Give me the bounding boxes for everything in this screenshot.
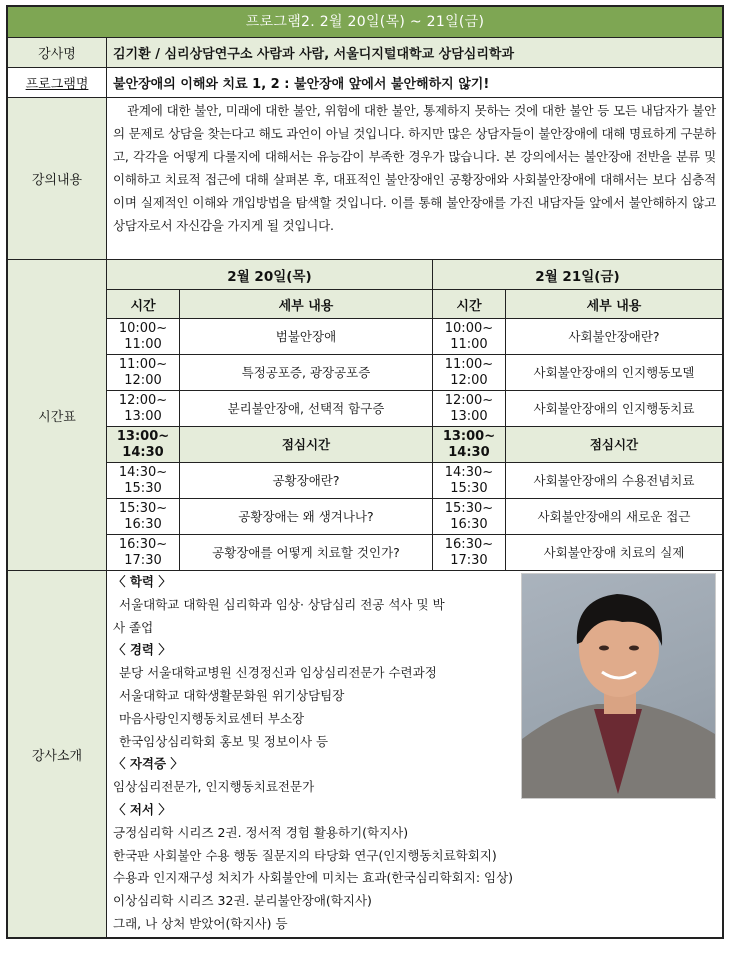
education-heading: 〈 학력 〉 <box>113 574 171 589</box>
book-item: 수용과 인지재구성 처치가 사회불안에 미치는 효과(한국심리학회지: 임상) <box>113 870 514 886</box>
time-cell: 14:30~ 15:30 <box>432 463 505 499</box>
portrait-image-icon <box>522 574 715 798</box>
program-label: 프로그램명 <box>8 68 107 97</box>
detail-cell: 사회불안장애의 수용전념치료 <box>505 463 722 499</box>
program-sheet <box>6 5 724 939</box>
detail-cell: 사회불안장애의 인지행동치료 <box>505 391 722 427</box>
time-cell: 10:00~ 11:00 <box>107 319 180 355</box>
book-item: 한국판 사회불안 수용 행동 질문지의 타당화 연구(인지행동치료학회지) <box>113 847 497 863</box>
education-item: 서울대학교 대학원 심리학과 임상· 상담심리 전공 석사 및 박 <box>119 596 445 612</box>
book-item: 긍정심리학 시리즈 2권. 정서적 경험 활용하기(학지사) <box>113 824 409 840</box>
schedule-table <box>107 260 722 570</box>
schedule-slot <box>107 499 722 535</box>
day1-header: 2월 20일(목) <box>107 260 432 290</box>
program-row <box>8 68 722 98</box>
content-row <box>8 98 722 260</box>
time-cell: 11:00~ 12:00 <box>432 355 505 391</box>
time-cell: 14:30~ 15:30 <box>107 463 180 499</box>
program-title: 프로그램2. 2월 20일(목) ~ 21일(금) <box>8 7 722 38</box>
detail-col-header: 세부 내용 <box>180 290 433 319</box>
time-cell: 13:00~ 14:30 <box>432 427 505 463</box>
book-item: 이상심리학 시리즈 32권. 분리불안장애(학지사) <box>113 893 372 909</box>
bio-row <box>8 571 722 937</box>
detail-cell: 점심시간 <box>180 427 433 463</box>
time-cell: 15:30~ 16:30 <box>107 499 180 535</box>
time-col-header: 시간 <box>107 290 180 319</box>
time-cell: 12:00~ 13:00 <box>107 391 180 427</box>
program-value: 불안장애의 이해와 치료 1, 2 : 불안장애 앞에서 불안해하지 않기! <box>113 77 490 92</box>
cert-heading: 〈 자격증 〉 <box>113 756 183 772</box>
instructor-row <box>8 38 722 68</box>
schedule-row <box>8 260 722 571</box>
detail-cell: 사회불안장애란? <box>505 319 722 355</box>
book-item: 그래, 나 상처 받았어(학지사) 등 <box>113 915 288 931</box>
instructor-photo <box>521 573 716 799</box>
schedule-slot <box>107 391 722 427</box>
content-label: 강의내용 <box>8 98 107 259</box>
bio-label: 강사소개 <box>8 571 107 937</box>
time-col-header: 시간 <box>432 290 505 319</box>
career-heading: 〈 경력 〉 <box>113 642 171 658</box>
bio-content <box>107 571 722 937</box>
schedule-slot <box>107 463 722 499</box>
career-item: 마음사랑인지행동치료센터 부소장 <box>119 710 305 726</box>
detail-col-header: 세부 내용 <box>505 290 722 319</box>
time-cell: 16:30~ 17:30 <box>432 535 505 571</box>
time-cell: 16:30~ 17:30 <box>107 535 180 571</box>
detail-cell: 특정공포증, 광장공포증 <box>180 355 433 391</box>
detail-cell: 공황장애란? <box>180 463 433 499</box>
content-paragraph: 관계에 대한 불안, 미래에 대한 불안, 위험에 대한 불안, 통제하지 못하는 것에 대한 불안 등 모든 내담자가 불안의 문제로 상담을 찾는다고 해도 과언이 아닐 것입니다. 하지만 많은 상담자들이 불안장애에 대해 명료하게 구분하고, 각각을 어떻게 다룰지에 대해서는 유능감이 부족한 경우가 많습니다. 본 강의에서는 불안장애 전반을 분류 및 이해하고 치료적 접근에 대해 살펴본 후, 대표적인 불안장애인 공황장애와 사회불안장애에 대해서는 보다 심층적이며 실제적인 이해와 개입방법을 탐색할 것입니다. 이를 통해 불안장애를 가진 내담자들 앞에서 불안해하지 않고 상담자로서 자신감을 가지게 될 것입니다. <box>113 103 716 234</box>
time-cell: 13:00~ 14:30 <box>107 427 180 463</box>
schedule-label: 시간표 <box>8 260 107 570</box>
career-item: 한국임상심리학회 홍보 및 정보이사 등 <box>119 733 329 749</box>
lunch-slot <box>107 427 722 463</box>
career-item: 분당 서울대학교병원 신경정신과 임상심리전문가 수련과정 <box>119 665 437 681</box>
detail-cell: 점심시간 <box>505 427 722 463</box>
detail-cell: 범불안장애 <box>180 319 433 355</box>
time-cell: 15:30~ 16:30 <box>432 499 505 535</box>
schedule-slot <box>107 355 722 391</box>
time-cell: 10:00~ 11:00 <box>432 319 505 355</box>
day2-header: 2월 21일(금) <box>432 260 722 290</box>
detail-cell: 분리불안장애, 선택적 함구증 <box>180 391 433 427</box>
instructor-value: 김기환 / 심리상담연구소 사람과 사람, 서울디지털대학교 상담심리학과 <box>107 38 722 67</box>
books-heading: 〈 저서 〉 <box>113 801 171 817</box>
detail-cell: 사회불안장애의 인지행동모델 <box>505 355 722 391</box>
detail-cell: 사회불안장애의 새로운 접근 <box>505 499 722 535</box>
career-item: 서울대학교 대학생활문화원 위기상담팀장 <box>119 687 345 703</box>
schedule-slot <box>107 535 722 571</box>
content-text <box>107 98 722 259</box>
time-cell: 12:00~ 13:00 <box>432 391 505 427</box>
detail-cell: 공황장애를 어떻게 치료할 것인가? <box>180 535 433 571</box>
education-item: 사 졸업 <box>113 619 154 635</box>
cert-item: 임상심리전문가, 인지행동치료전문가 <box>113 779 315 795</box>
detail-cell: 공황장애는 왜 생겨나나? <box>180 499 433 535</box>
instructor-label: 강사명 <box>8 38 107 67</box>
schedule-slot <box>107 319 722 355</box>
time-cell: 11:00~ 12:00 <box>107 355 180 391</box>
detail-cell: 사회불안장애 치료의 실제 <box>505 535 722 571</box>
